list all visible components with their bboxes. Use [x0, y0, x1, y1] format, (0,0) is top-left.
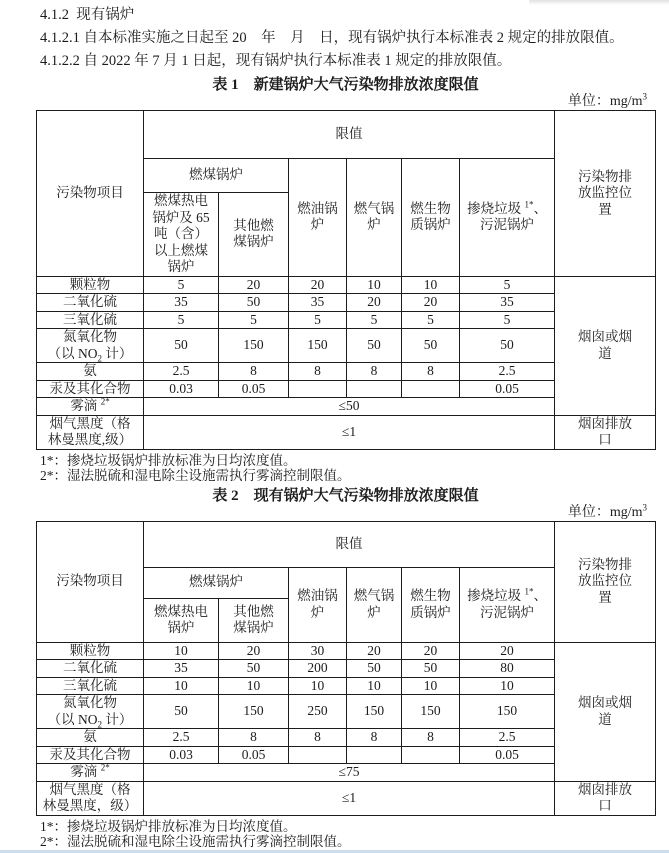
- value-cell: 5: [460, 276, 555, 294]
- value-cell: 30: [289, 642, 347, 660]
- header-cell: 燃油锅 炉: [289, 159, 347, 277]
- header-cell: 燃油锅 炉: [289, 567, 347, 642]
- value-cell: ≤1: [144, 781, 555, 815]
- value-cell: 10: [402, 276, 460, 294]
- value-cell: 8: [347, 729, 402, 747]
- header-cell: 其他燃 煤锅炉: [219, 193, 289, 277]
- value-cell: 10: [289, 677, 347, 695]
- value-cell: [402, 380, 460, 398]
- row-label-cell: 颗粒物: [37, 276, 144, 294]
- header-cell: 污染物排 放监控位 置: [555, 521, 656, 642]
- value-cell: 50: [347, 329, 402, 363]
- value-cell: 50: [460, 329, 555, 363]
- value-cell: 10: [144, 642, 219, 660]
- header-cell: 限值: [144, 111, 555, 159]
- value-cell: 5: [347, 311, 402, 329]
- table-row: [37, 276, 656, 294]
- header-cell: 掺烧垃圾 $^{1*}$、 污泥锅炉: [460, 567, 555, 642]
- footnote-2: 2*：湿法脱硫和湿电除尘设施需执行雾滴控制限值。: [40, 834, 351, 849]
- value-cell: 10: [402, 677, 460, 695]
- value-cell: 35: [460, 294, 555, 312]
- value-cell: 8: [219, 729, 289, 747]
- row-label-cell: 二氧化硫: [37, 294, 144, 312]
- header-cell: 燃煤锅炉: [144, 567, 289, 598]
- document-page: [36, 0, 655, 850]
- table-row: [37, 642, 656, 660]
- clause-4-1-2: 4.1.2 现有锅炉: [40, 7, 135, 23]
- table2-footnotes: [40, 819, 655, 850]
- header-cell: 燃煤热电 锅炉及 65 吨（含） 以上燃煤 锅炉: [144, 193, 219, 277]
- value-cell: 150: [347, 695, 402, 729]
- value-cell: 2.5: [460, 363, 555, 381]
- value-cell: 50: [144, 695, 219, 729]
- value-cell: 150: [402, 695, 460, 729]
- value-cell: 0.03: [144, 380, 219, 398]
- table1-emission-limits: [36, 110, 656, 450]
- header-cell: 掺烧垃圾 $^{1*}$、 污泥锅炉: [460, 159, 555, 277]
- header-cell: 污染物项目: [37, 521, 144, 642]
- value-cell: 20: [347, 642, 402, 660]
- value-cell: 50: [347, 660, 402, 678]
- value-cell: 10: [347, 677, 402, 695]
- row-label-cell: 烟气黑度（格 林曼黑度,级）: [37, 415, 144, 449]
- row-label-cell: 烟气黑度（格 林曼黑度，级）: [37, 781, 144, 815]
- footnote-2: 2*：湿法脱硫和湿电除尘设施需执行雾滴控制限值。: [40, 468, 351, 483]
- footnote-1: 1*：掺烧垃圾锅炉排放标准为日均浓度值。: [40, 452, 297, 468]
- value-cell: 2.5: [144, 363, 219, 381]
- value-cell: 2.5: [460, 729, 555, 747]
- value-cell: 200: [289, 660, 347, 678]
- value-cell: ≤1: [144, 415, 555, 449]
- value-cell: 8: [289, 729, 347, 747]
- table-row: [37, 781, 656, 815]
- value-cell: 5: [402, 311, 460, 329]
- value-cell: 烟囱排放 口: [555, 781, 656, 815]
- value-cell: 烟囱排放 口: [555, 415, 656, 449]
- table1-unit-label: 单位：$mg/m^3$: [567, 91, 647, 109]
- value-cell: 8: [402, 729, 460, 747]
- row-label-cell: 氮氧化物 （以 $NO_2$ 计）: [37, 329, 144, 363]
- value-cell: 10: [144, 677, 219, 695]
- window-edge-shade: [529, 0, 669, 5]
- header-cell: 燃气锅 炉: [347, 567, 402, 642]
- value-cell: 20: [402, 642, 460, 660]
- value-cell: 50: [144, 329, 219, 363]
- value-cell: 5: [219, 311, 289, 329]
- value-cell: 0.03: [144, 746, 219, 764]
- clause-4-1-2-1: 4.1.2.1 自本标准实施之日起至 20 年 月 日，现有锅炉执行本标准表 2 规定的排放限值。: [40, 30, 624, 46]
- header-cell: 燃煤锅炉: [144, 159, 289, 193]
- value-cell: ≤50: [144, 398, 555, 416]
- row-label-cell: 氮氧化物 （以 $NO_2$ 计）: [37, 695, 144, 729]
- header-cell: 限值: [144, 521, 555, 567]
- value-cell: 5: [460, 311, 555, 329]
- header-cell: 燃煤热电 锅炉: [144, 598, 219, 642]
- table-row: [37, 111, 656, 159]
- row-label-cell: 氨: [37, 729, 144, 747]
- value-cell: [402, 746, 460, 764]
- value-cell: 20: [219, 276, 289, 294]
- row-label-cell: 三氧化硫: [37, 677, 144, 695]
- value-cell: 8: [289, 363, 347, 381]
- row-label-cell: 雾滴 $^{2*}$: [37, 764, 144, 782]
- value-cell: 50: [402, 329, 460, 363]
- value-cell: 5: [144, 276, 219, 294]
- value-cell: 烟囱或烟 道: [555, 642, 656, 781]
- value-cell: [347, 380, 402, 398]
- header-cell: 燃气锅 炉: [347, 159, 402, 277]
- value-cell: 50: [219, 294, 289, 312]
- value-cell: 8: [347, 363, 402, 381]
- value-cell: 20: [289, 276, 347, 294]
- value-cell: 20: [402, 294, 460, 312]
- value-cell: 10: [347, 276, 402, 294]
- value-cell: [347, 746, 402, 764]
- value-cell: 50: [219, 660, 289, 678]
- value-cell: 150: [219, 329, 289, 363]
- table-row: [37, 521, 656, 567]
- value-cell: 0.05: [460, 746, 555, 764]
- value-cell: 150: [219, 695, 289, 729]
- value-cell: 5: [144, 311, 219, 329]
- value-cell: 8: [402, 363, 460, 381]
- value-cell: 50: [402, 660, 460, 678]
- table1-footnotes: [40, 453, 655, 484]
- table-row: [37, 415, 656, 449]
- value-cell: 250: [289, 695, 347, 729]
- table2-emission-limits: [36, 521, 656, 816]
- row-label-cell: 颗粒物: [37, 642, 144, 660]
- footnote-1: 1*：掺烧垃圾锅炉排放标准为日均浓度值。: [40, 818, 297, 834]
- value-cell: 8: [219, 363, 289, 381]
- value-cell: 2.5: [144, 729, 219, 747]
- value-cell: 35: [289, 294, 347, 312]
- value-cell: 35: [144, 660, 219, 678]
- value-cell: 80: [460, 660, 555, 678]
- value-cell: 烟囱或烟 道: [555, 276, 656, 415]
- value-cell: 35: [144, 294, 219, 312]
- row-label-cell: 氨: [37, 363, 144, 381]
- value-cell: [289, 380, 347, 398]
- row-label-cell: 二氧化硫: [37, 660, 144, 678]
- value-cell: 20: [460, 642, 555, 660]
- header-cell: 燃生物 质锅炉: [402, 567, 460, 642]
- header-cell: 其他燃 煤锅炉: [219, 598, 289, 642]
- value-cell: 0.05: [219, 746, 289, 764]
- header-cell: 污染物排 放监控位 置: [555, 111, 656, 277]
- value-cell: 10: [460, 677, 555, 695]
- value-cell: 10: [219, 677, 289, 695]
- clause-4-1-2-2: 4.1.2.2 自 2022 年 7 月 1 日起，现有锅炉执行本标准表 1 规定的排放限值。: [40, 53, 512, 69]
- value-cell: 0.05: [219, 380, 289, 398]
- value-cell: 20: [219, 642, 289, 660]
- value-cell: 150: [289, 329, 347, 363]
- table2-title: 表 2 现有锅炉大气污染物排放浓度限值: [212, 487, 479, 504]
- value-cell: [289, 746, 347, 764]
- value-cell: ≤75: [144, 764, 555, 782]
- value-cell: 150: [460, 695, 555, 729]
- row-label-cell: 汞及其化合物: [37, 380, 144, 398]
- value-cell: 5: [289, 311, 347, 329]
- header-cell: 燃生物 质锅炉: [402, 159, 460, 277]
- row-label-cell: 三氧化硫: [37, 311, 144, 329]
- header-cell: 污染物项目: [37, 111, 144, 277]
- value-cell: 20: [347, 294, 402, 312]
- row-label-cell: 雾滴 $^{2*}$: [37, 398, 144, 416]
- row-label-cell: 汞及其化合物: [37, 746, 144, 764]
- value-cell: 0.05: [460, 380, 555, 398]
- table1-title: 表 1 新建锅炉大气污染物排放浓度限值: [212, 77, 479, 93]
- table2-unit-label: 单位：$mg/m^3$: [567, 501, 647, 520]
